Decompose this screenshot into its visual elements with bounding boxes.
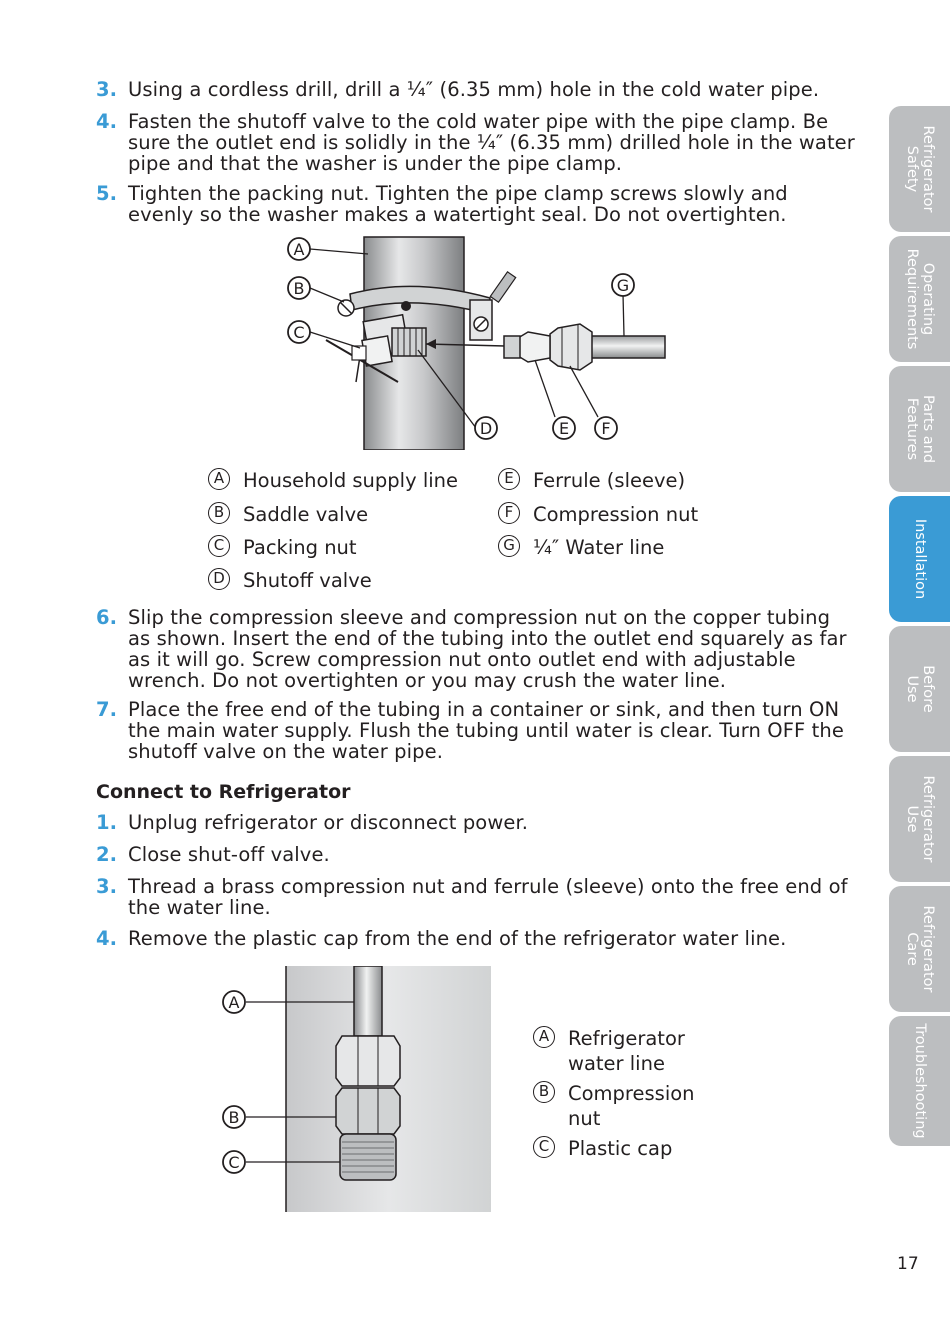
legend-label: Saddle valve [243,503,369,526]
step-number: 3. [96,78,118,101]
legend-item-refrigerator-water-line [533,1026,685,1076]
compression-nut-lower [336,1088,400,1134]
section-heading: Connect to Refrigerator [96,781,351,803]
legend-badge: C [208,535,230,557]
legend-badge: A [533,1026,555,1048]
svg-text:F: F [601,419,611,438]
callout-D [475,417,497,439]
step-5-tighten [96,183,856,225]
refrigerator-water-line-diagram [218,966,493,1214]
legend-label: Packing nut [243,536,357,559]
step-text: Remove the plastic cap from the end of the refrigerator water line. [128,927,787,950]
legend-badge: G [498,535,520,557]
step-7-flush [96,699,856,762]
callout-C [288,321,310,343]
callout-F [595,417,617,439]
compression-nut-upper [336,1036,400,1086]
tab-label: Parts and Features [903,394,936,464]
step-text: Slip the compression sleeve and compression nut on the copper tubing as shown. Insert the end of the tubing into the outlet end squarely as far as it will go. Screw compression nut onto outlet end with adjustable wrench. Do not overtighten or you may crush the water line. [128,606,847,692]
svg-text:E: E [558,419,570,438]
step-number: 2. [96,843,118,866]
tab-installation[interactable] [889,496,950,622]
step-number: 3. [96,875,118,898]
step-number: 4. [96,927,118,950]
step-number: 1. [96,811,118,834]
tab-refrigerator-care[interactable] [889,886,950,1012]
tab-before-use[interactable] [889,626,950,752]
step-text: Using a cordless drill, drill a ¼″ (6.35 mm) hole in the cold water pipe. [128,78,820,101]
tab-refrigerator-use[interactable] [889,756,950,882]
tab-label: Refrigerator Care [903,905,936,993]
svg-text:D: D [479,419,493,438]
tab-parts-and-features[interactable] [889,366,950,492]
legend-badge: B [208,502,230,524]
step-3-thread-nut [96,876,856,918]
callout-E [553,417,575,439]
step-text: Fasten the shutoff valve to the cold water pipe with the pipe clamp. Be sure the outlet end is solidly in the ¼″ (6.35 mm) drilled hole in the water pipe and that the washer is under the pipe clamp. [128,110,855,175]
legend-item-compression-nut [498,502,698,527]
legend-label: Shutoff valve [243,569,372,592]
legend-badge: A [208,468,230,490]
legend-label: Refrigerator water line [568,1027,685,1075]
step-text: Thread a brass compression nut and ferrule (sleeve) onto the free end of the water line. [128,875,848,919]
step-text: Close shut-off valve. [128,843,330,866]
svg-text:G: G [616,276,630,295]
legend-badge: E [498,468,520,490]
page-number: 17 [897,1254,919,1274]
tab-label: Installation [911,518,928,600]
legend-item-packing-nut [208,535,357,560]
step-2-close-valve [96,844,856,865]
legend-badge: F [498,502,520,524]
step-4-fasten [96,111,856,174]
tab-operating-requirements[interactable] [889,236,950,362]
legend-item-water-line [498,535,664,560]
step-number: 4. [96,110,118,133]
step-text: Tighten the packing nut. Tighten the pipe clamp screws slowly and evenly so the washer makes a watertight seal. Do not overtighten. [128,182,788,226]
legend-item-saddle-valve [208,502,368,527]
water-line-tube [585,336,665,358]
valve-outlet-threads [392,328,426,356]
callout-B [288,277,310,299]
legend-badge: B [533,1081,555,1103]
callout-G [612,274,634,296]
legend-label: Household supply line [243,469,459,492]
step-number: 5. [96,182,118,205]
legend-item-shutoff-valve [208,568,372,593]
saddle-valve-diagram [280,232,670,450]
legend-item-plastic-cap [533,1136,672,1161]
svg-text:B: B [293,279,305,298]
legend-item-household-supply-line [208,468,458,493]
step-number: 7. [96,698,118,721]
step-text: Place the free end of the tubing in a container or sink, and then turn ON the main water supply. Flush the tubing until water is clear. Turn OFF the shutoff valve on the water pipe. [128,698,844,763]
plastic-cap [340,1134,396,1180]
callout-C [223,1151,245,1173]
legend-badge: D [208,568,230,590]
compression-nut [550,324,592,370]
tab-label: Before Use [903,665,936,713]
step-text: Unplug refrigerator or disconnect power. [128,811,529,834]
section-tabs [889,106,950,1146]
legend-label: Plastic cap [568,1137,673,1160]
svg-text:C: C [293,323,305,342]
svg-text:C: C [228,1153,240,1172]
tab-refrigerator-safety[interactable] [889,106,950,232]
callout-A [288,238,310,260]
svg-text:A: A [228,993,240,1012]
callout-A [223,991,245,1013]
step-4-remove-cap [96,928,856,949]
step-1-unplug [96,812,856,833]
legend-label: ¼″ Water line [533,536,665,559]
svg-text:A: A [293,240,305,259]
tab-troubleshooting[interactable] [889,1016,950,1146]
tab-label: Refrigerator Safety [903,125,936,213]
ferrule-sleeve [518,332,550,362]
callout-B [223,1106,245,1128]
legend-item-compression-nut [533,1081,695,1131]
legend-item-ferrule [498,468,685,493]
legend-label: Ferrule (sleeve) [533,469,686,492]
refrigerator-water-line [354,966,382,1036]
tab-label: Operating Requirements [903,248,936,350]
legend-badge: C [533,1136,555,1158]
svg-text:B: B [228,1108,240,1127]
step-number: 6. [96,606,118,629]
legend-label: Compression nut [568,1082,695,1130]
step-3-drill [96,79,856,100]
legend-label: Compression nut [533,503,699,526]
tab-label: Troubleshooting [911,1023,928,1139]
step-6-slip-sleeve [96,607,856,691]
tab-label: Refrigerator Use [903,775,936,863]
